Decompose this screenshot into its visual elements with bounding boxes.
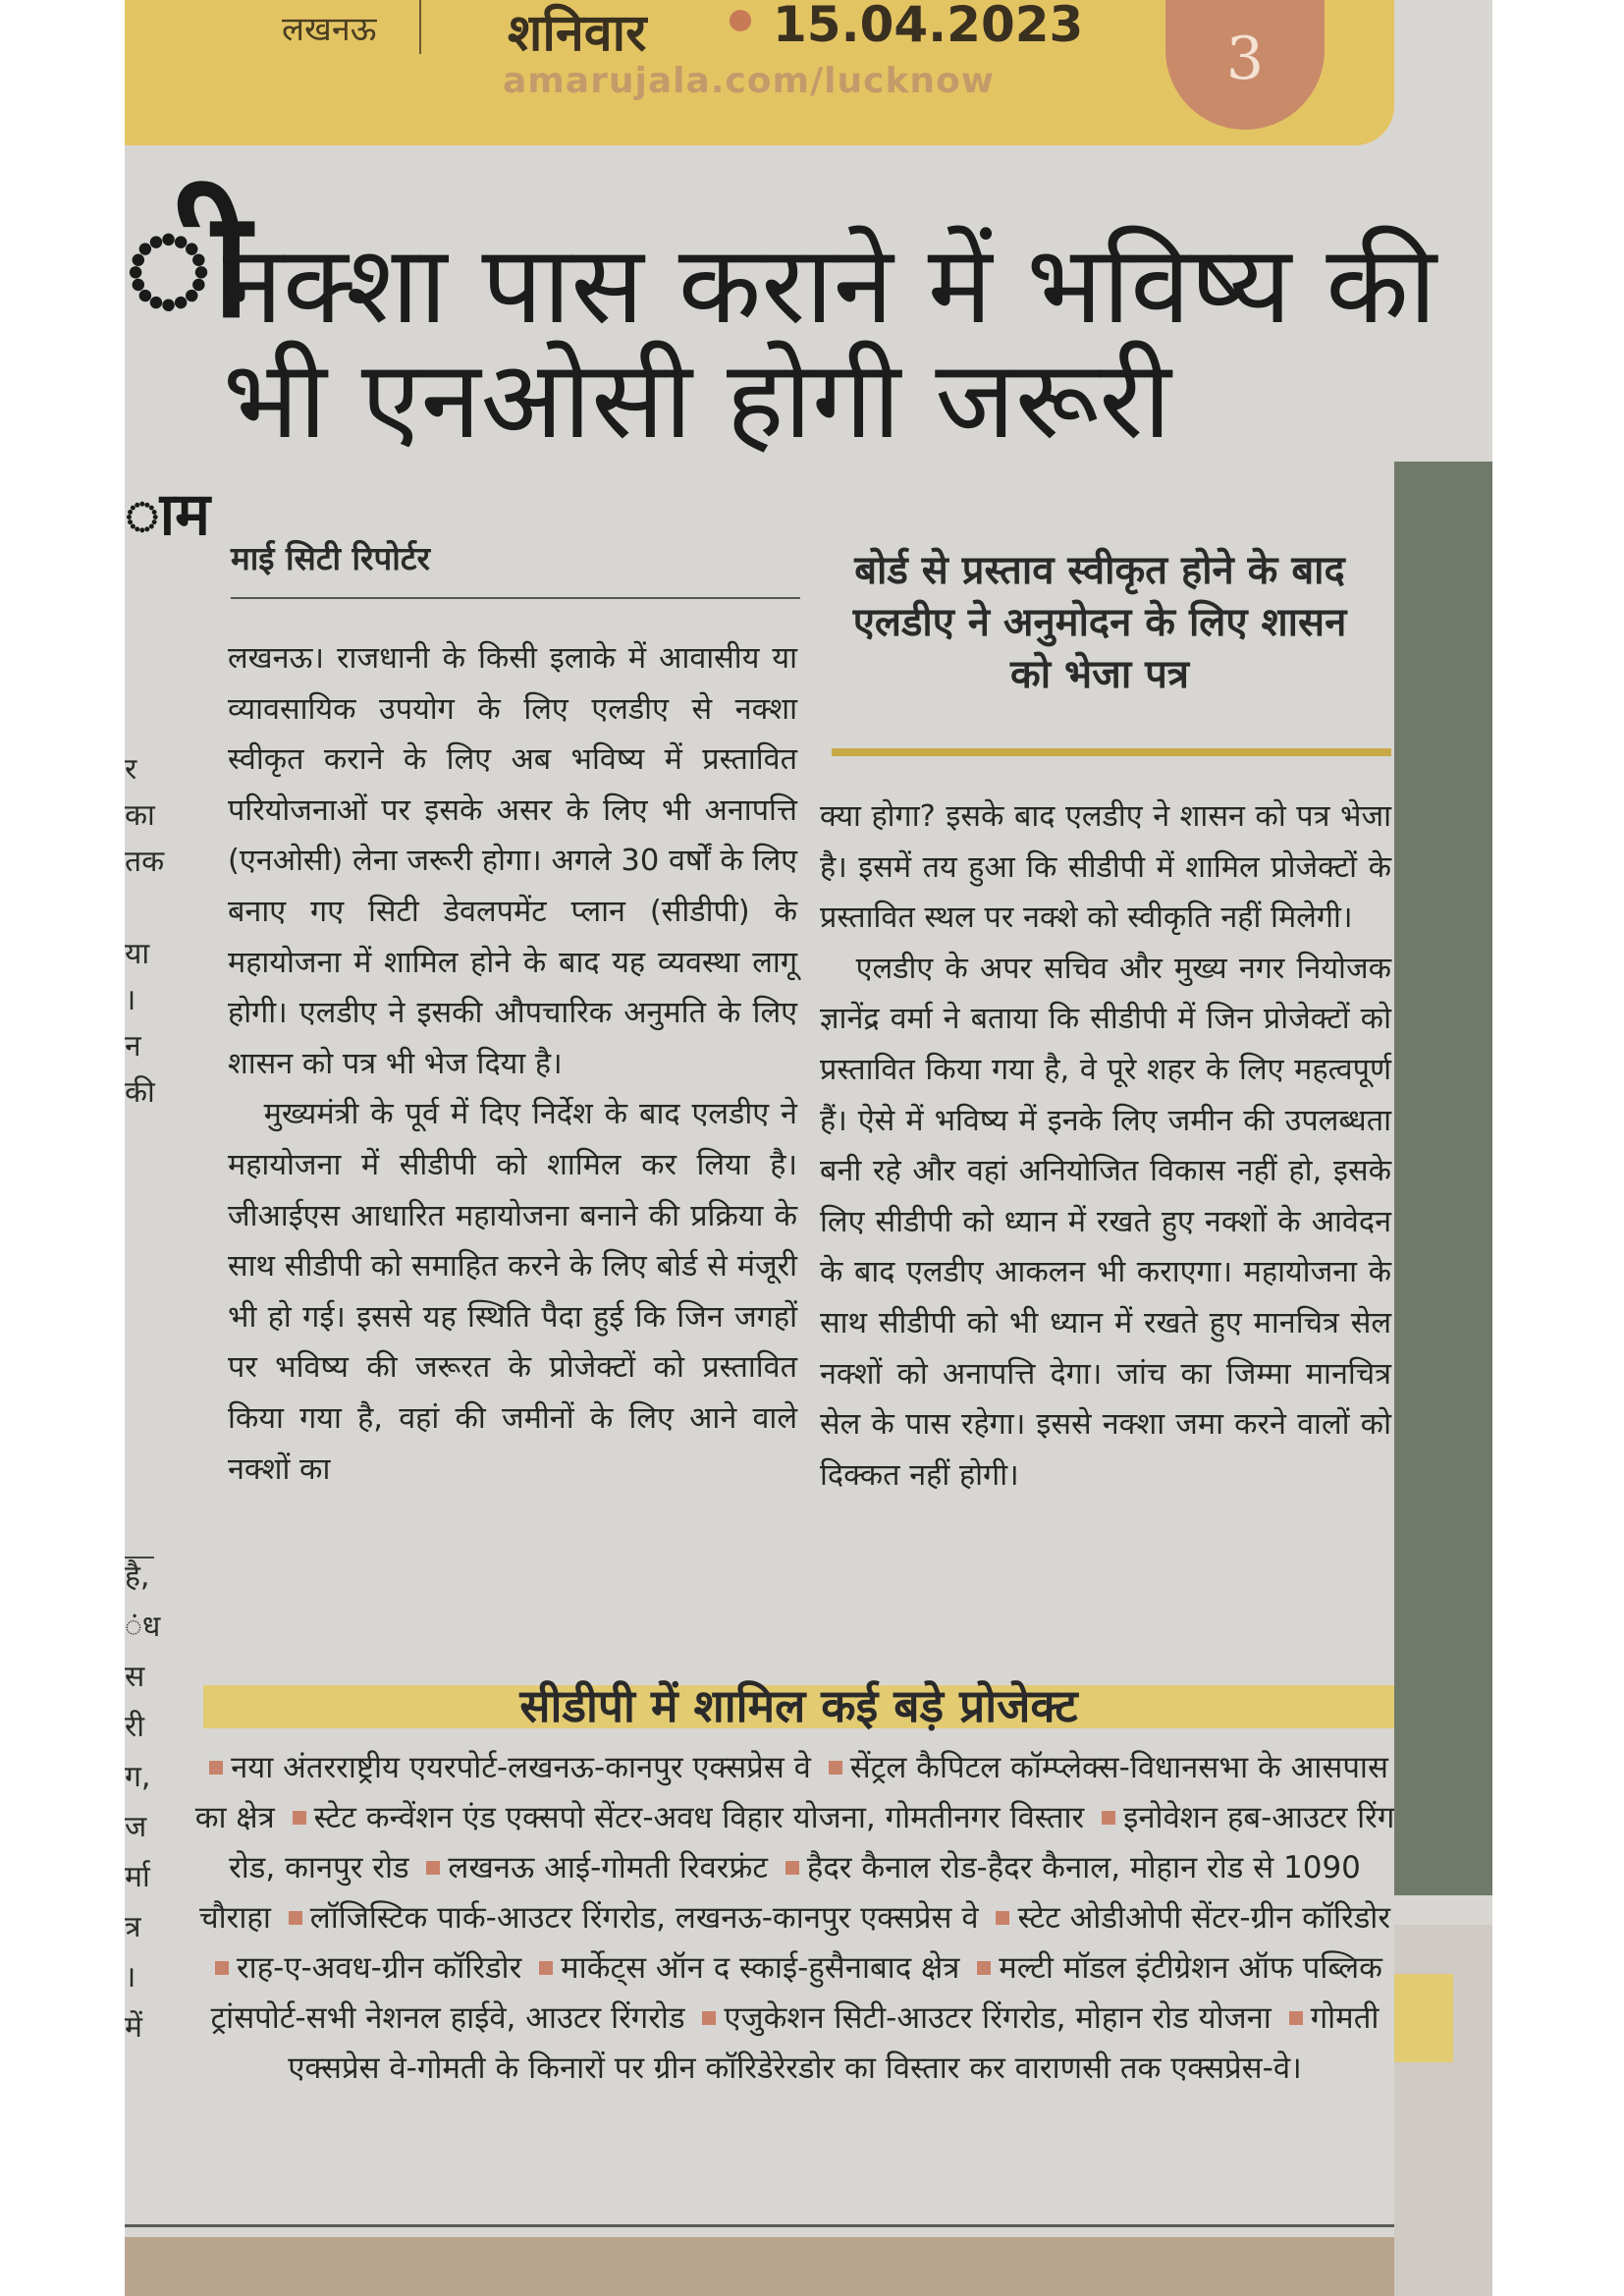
bullet-square-icon: [215, 1961, 229, 1975]
project-item: नया अंतरराष्ट्रीय एयरपोर्ट-लखनऊ-कानपुर एक्सप्रेस वे: [231, 1750, 811, 1785]
adjacent-photo-edge: [1394, 462, 1492, 1895]
bullet-square-icon: [702, 2011, 716, 2025]
project-item: हैदर कैनाल रोड-हैदर कैनाल, मोहान रोड से 1090 चौराहा: [198, 1850, 1361, 1936]
bullet-square-icon: [539, 1961, 553, 1975]
project-item: स्टेट ओडीओपी सेंटर-ग्रीन कॉरिडोर: [1017, 1900, 1391, 1936]
projects-list: [193, 1743, 1396, 2094]
bottom-divider: [125, 2224, 1394, 2227]
bullet-square-icon: [977, 1961, 991, 1975]
bullet-square-icon: [1289, 2011, 1303, 2025]
project-item: लॉजिस्टिक पार्क-आउटर रिंगरोड, लखनऊ-कानपुर एक्सप्रेस वे: [309, 1900, 979, 1936]
adjacent-fragment: ।: [125, 1960, 136, 1995]
bullet-square-icon: [1102, 1811, 1115, 1825]
bullet-square-icon: [426, 1861, 440, 1875]
masthead-url: amarujala.com/lucknow: [503, 61, 996, 101]
article-column-1: [228, 633, 797, 1495]
project-item: एजुकेशन सिटी-आउटर रिंगरोड, मोहान रोड योजना: [724, 2000, 1272, 2036]
adjacent-subhead-fragment: ाम: [125, 480, 211, 549]
masthead-date: 15.04.2023: [773, 0, 1084, 53]
adjacent-fragment: र: [125, 752, 137, 787]
project-item: गोमती एक्सप्रेस वे-गोमती के किनारों पर ग्रीन कॉरिडेरेरडोर का विस्तार कर वाराणसी तक एक्सप्रेस-वे।: [288, 2000, 1380, 2086]
adjacent-accent-block: [1394, 1974, 1453, 2062]
masthead-city: लखनऊ: [282, 10, 377, 49]
bullet-square-icon: [293, 1811, 306, 1825]
article-paragraph: एलडीए के अपर सचिव और मुख्य नगर नियोजक ज्ञानेंद्र वर्मा ने बताया कि सीडीपी में जिन प्रोजेक्टों को प्रस्तावित किया गया है, वे पूरे शहर के लिए महत्वपूर्ण हैं। ऐसे में भविष्य में इनके लिए जमीन की उपलब्धता बनी रहे और वहां अनियोजित विकास नहीं हो, इसके लिए सीडीपी को ध्यान में रखते हुए नक्शों के आवेदन के बाद एलडीए आकलन भी कराएगा। महायोजना के साथ सीडीपी को भी ध्यान में रखते हुए मानचित्र सेल नक्शों को अनापत्ति देगा। जांच का जिम्मा मानचित्र सेल के पास रहेगा। इससे नक्शा जमा करने वालों को दिक्कत नहीं होगी।: [820, 951, 1391, 1493]
adjacent-fragment: में: [125, 2010, 142, 2045]
bullet-square-icon: [829, 1761, 842, 1775]
masthead: [125, 0, 1394, 145]
adjacent-fragment: का: [125, 798, 155, 833]
adjacent-fragment: न: [125, 1029, 141, 1064]
byline-divider: [231, 597, 800, 599]
masthead-day: शनिवार: [508, 4, 647, 63]
bullet-square-icon: [209, 1761, 223, 1775]
bullet-square-icon: [996, 1911, 1009, 1925]
adjacent-fragment: या: [125, 937, 150, 971]
project-item: सेंट्रल कैपिटल कॉम्प्लेक्स-विधानसभा के आसपास का क्षेत्र: [194, 1750, 1388, 1835]
project-item: लखनऊ आई-गोमती रिवरफ्रंट: [448, 1850, 769, 1886]
newspaper-page: [125, 0, 1492, 2296]
masthead-divider: [419, 0, 421, 54]
project-item: मार्केट्स ऑन द स्काई-हुसैनाबाद क्षेत्र: [561, 1950, 960, 1986]
project-item: मल्टी मॉडल इंटीग्रेशन ऑफ पब्लिक ट्रांसपोर्ट-सभी नेशनल हाईवे, आउटर रिंगरोड: [210, 1950, 1382, 2036]
adjacent-column-bottom: [125, 1552, 174, 2052]
adjacent-fragment: ंध: [125, 1610, 161, 1644]
adjacent-fragment: र्मा: [125, 1860, 150, 1894]
bullet-square-icon: [289, 1911, 302, 1925]
deck-divider: [832, 748, 1391, 756]
adjacent-column-top: [125, 746, 174, 1116]
article-deck: बोर्ड से प्रस्ताव स्वीकृत होने के बाद एलडीए ने अनुमोदन के लिए शासन को भेजा पत्र: [852, 548, 1347, 697]
bullet-square-icon: [785, 1861, 799, 1875]
adjacent-fragment: ग,: [125, 1760, 151, 1794]
project-item: स्टेट कन्वेंशन एंड एक्सपो सेंटर-अवध विहार योजना, गोमतीनगर विस्तार: [313, 1800, 1085, 1835]
article-headline: नक्शा पास कराने में भविष्य की भी एनओसी होगी जरूरी: [223, 222, 1437, 463]
adjacent-fragment: स: [125, 1660, 145, 1694]
adjacent-fragment: री: [125, 1710, 145, 1744]
article-paragraph: मुख्यमंत्री के पूर्व में दिए निर्देश के बाद एलडीए ने महायोजना में सीडीपी को शामिल कर लिया है। जीआईएस आधारित महायोजना बनाने की प्रक्रिया के साथ सीडीपी को समाहित करने के लिए बोर्ड से मंजूरी भी हो गई। इससे यह स्थिति पैदा हुई कि जिन जगहों पर भविष्य की जरूरत के प्रोजेक्टों को प्रस्तावित किया गया है, वहां की जमीनों के लिए आने वाले नक्शों का: [228, 1097, 797, 1487]
adjacent-headline-fragment: ी: [125, 180, 250, 351]
article-byline: माई सिटी रिपोर्टर: [231, 539, 430, 577]
article-column-2: [820, 792, 1391, 1501]
adjacent-fragment: ज: [125, 1810, 147, 1844]
adjacent-photo-strip: [125, 2237, 1394, 2296]
article-paragraph: क्या होगा? इसके बाद एलडीए ने शासन को पत्र भेजा है। इसमें तय हुआ कि सीडीपी में शामिल प्रोजेक्टों के प्रस्तावित स्थल पर नक्शे को स्वीकृति नहीं मिलेगी।: [820, 799, 1391, 936]
projects-heading: सीडीपी में शामिल कई बड़े प्रोजेक्ट: [519, 1679, 1078, 1732]
adjacent-fragment: त्र: [125, 1910, 141, 1944]
project-item: इनोवेशन हब-आउटर रिंग रोड, कानपुर रोड: [229, 1800, 1395, 1886]
adjacent-fragment: है,: [125, 1559, 150, 1594]
masthead-dot-icon: [730, 10, 751, 31]
article-paragraph: लखनऊ। राजधानी के किसी इलाके में आवासीय या व्यावसायिक उपयोग के लिए एलडीए से नक्शा स्वीकृत कराने के लिए अब भविष्य में प्रस्तावित परियोजनाओं पर इसके असर के लिए भी अनापत्ति (एनओसी) लेना जरूरी होगा। अगले 30 वर्षों के लिए बनाए गए सिटी डेवलपमेंट प्लान (सीडीपी) के महायोजना में शामिल होने के बाद यह व्यवस्था लागू होगी। एलडीए ने इसकी औपचारिक अनुमति के लिए शासन को पत्र भी भेज दिया है।: [228, 641, 797, 1081]
adjacent-fragment: ।: [125, 983, 136, 1017]
page-number-badge: 3: [1165, 0, 1325, 130]
project-item: राह-ए-अवध-ग्रीन कॉरिडोर: [237, 1950, 522, 1986]
adjacent-fragment: तक: [125, 845, 165, 879]
adjacent-fragment: की: [125, 1075, 155, 1110]
